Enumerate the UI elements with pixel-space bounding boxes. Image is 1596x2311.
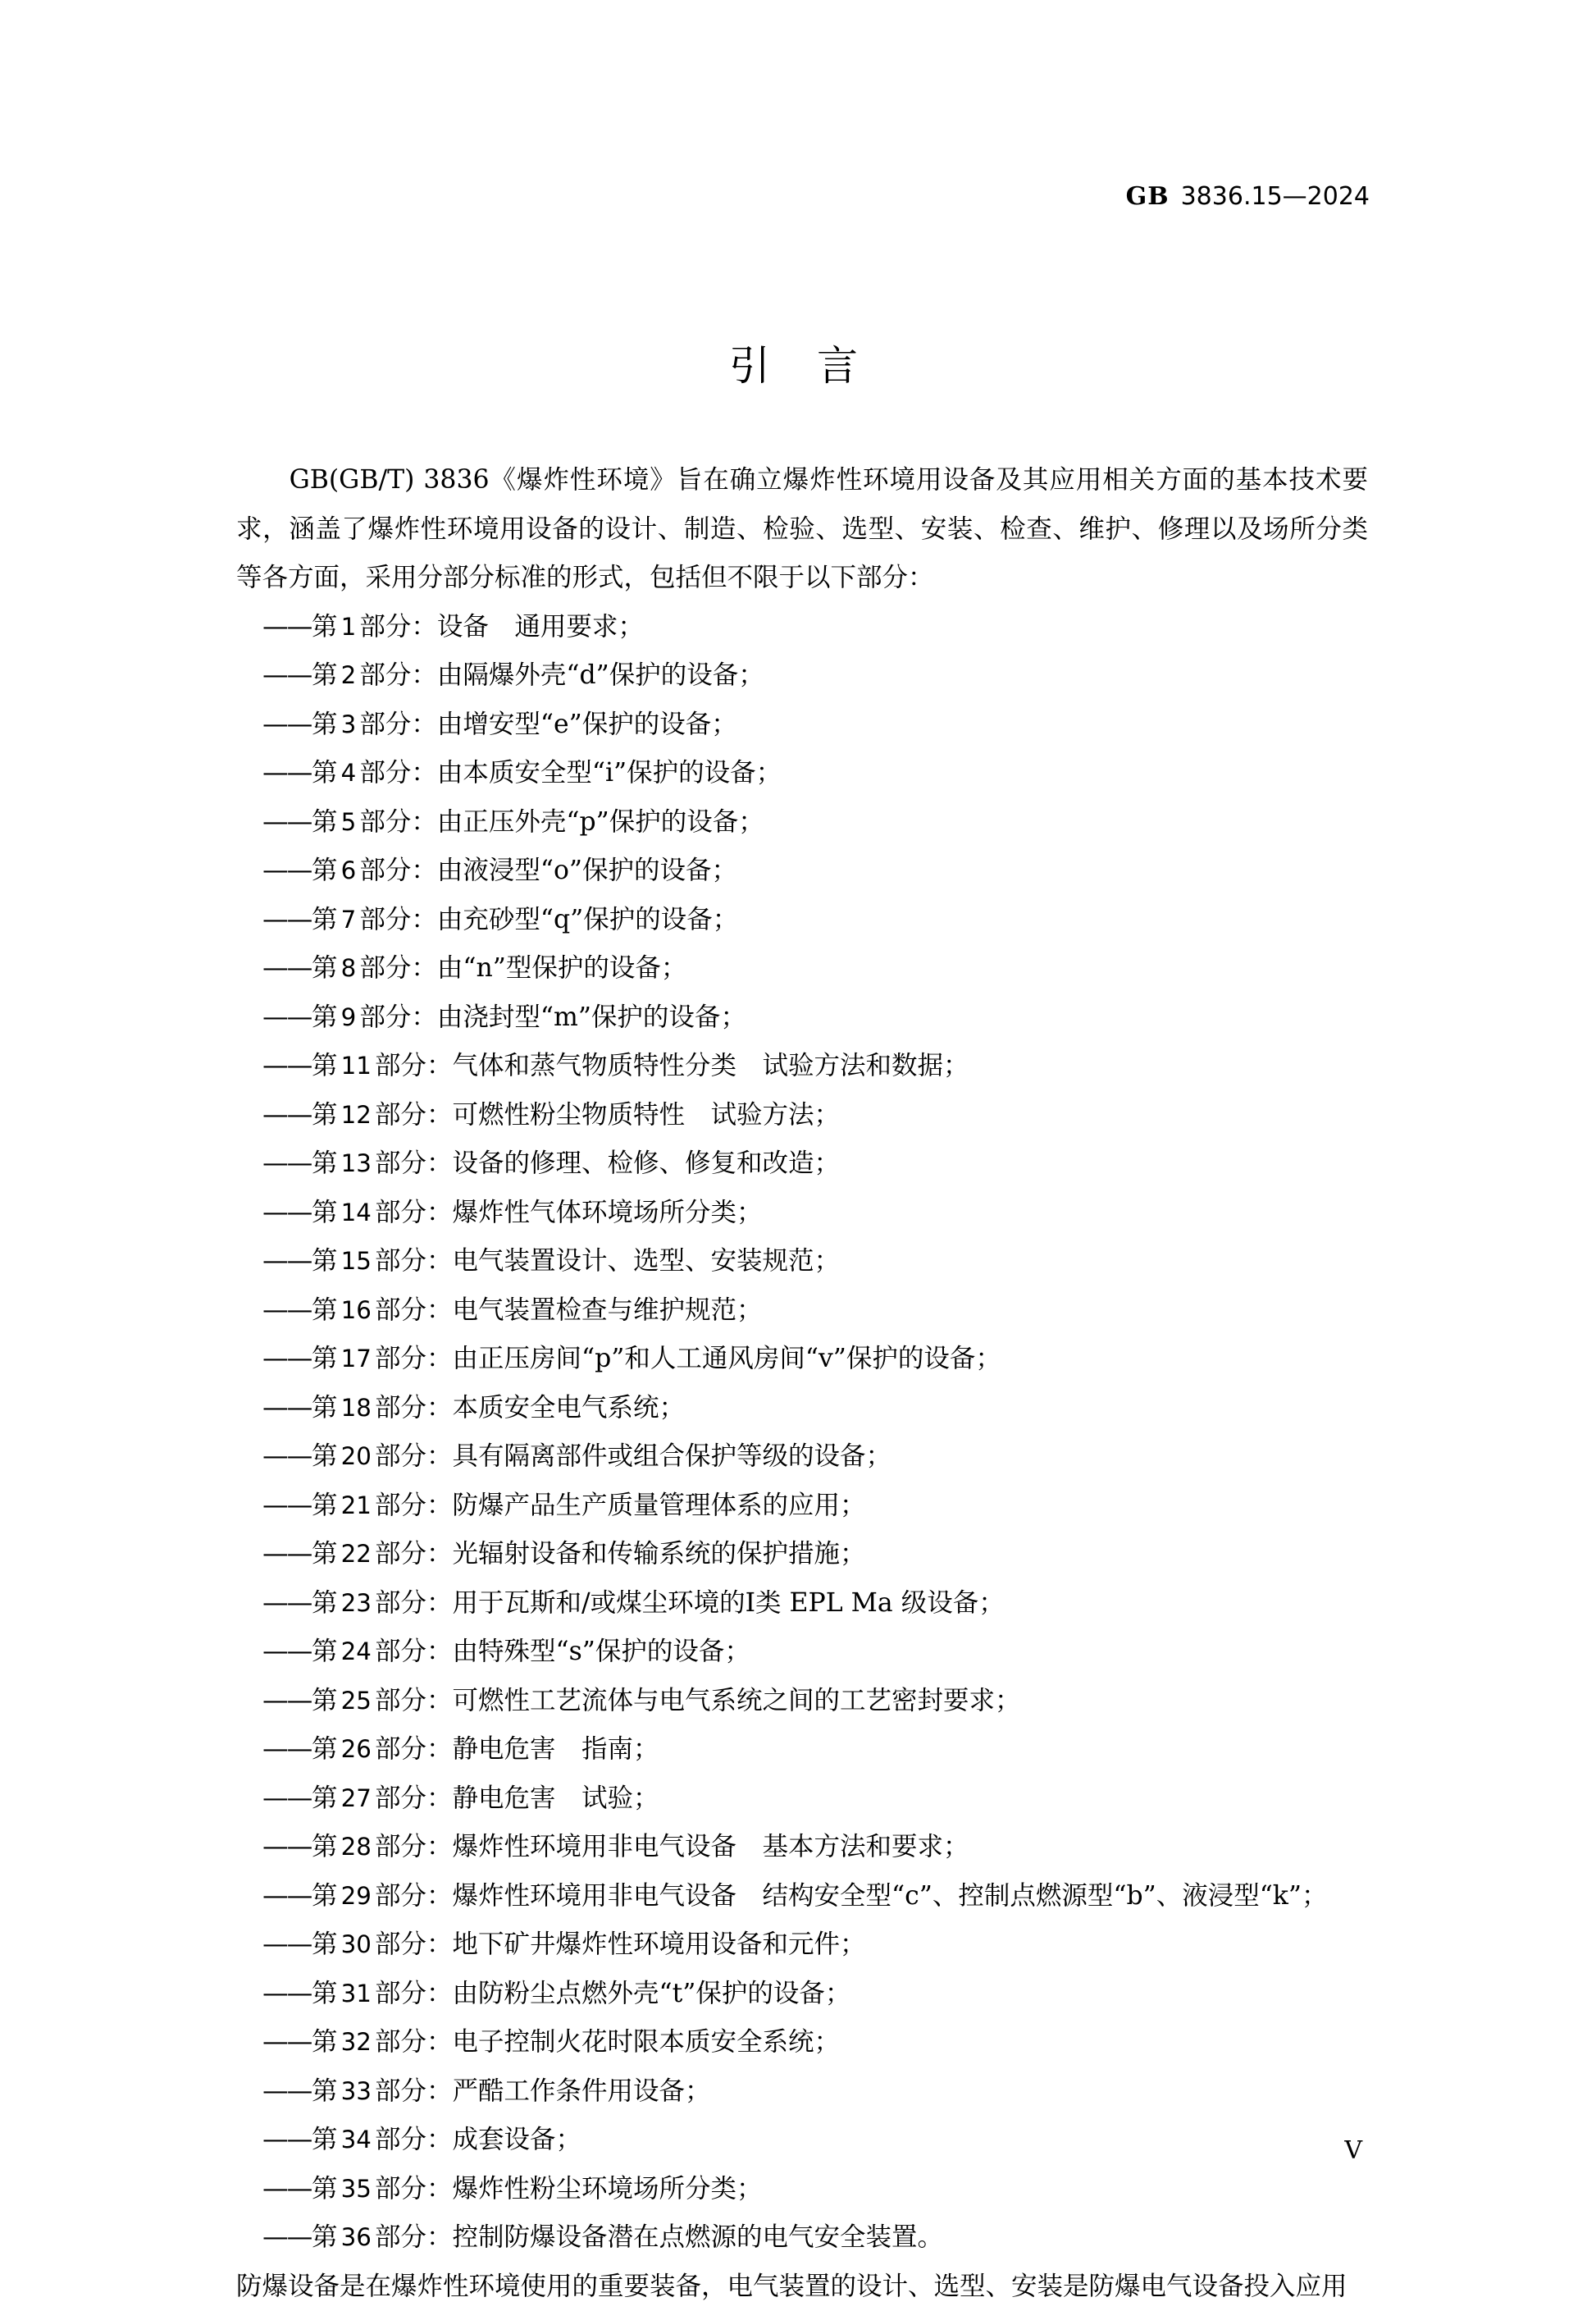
part-number: 18 <box>338 1394 375 1422</box>
part-title: 由增安型“e”保护的设备； <box>437 710 737 739</box>
part-label-suffix: 部分 <box>375 2125 426 2154</box>
part-separator: ： <box>426 1783 453 1813</box>
part-separator: ： <box>411 612 437 642</box>
part-number: 8 <box>338 954 360 982</box>
part-number: 27 <box>338 1784 375 1812</box>
part-number: 6 <box>338 856 360 884</box>
part-label-prefix: 第 <box>312 1734 338 1764</box>
part-number: 33 <box>338 2077 375 2105</box>
part-label-suffix: 部分 <box>375 1393 426 1423</box>
list-item <box>236 2165 1368 2214</box>
list-item <box>236 944 1368 993</box>
part-label-prefix: 第 <box>312 758 338 788</box>
part-label-prefix: 第 <box>312 1149 338 1178</box>
em-dash-marker: —— <box>262 1335 311 1384</box>
part-label-prefix: 第 <box>312 1686 338 1715</box>
em-dash-marker: —— <box>262 1091 311 1140</box>
part-title: 设备 通用要求； <box>437 612 644 642</box>
em-dash-marker: —— <box>262 1237 311 1286</box>
part-separator: ： <box>411 807 437 837</box>
list-item <box>236 1286 1368 1336</box>
part-separator: ： <box>426 2174 453 2204</box>
part-label-prefix: 第 <box>312 1051 338 1080</box>
part-title: 由正压房间“p”和人工通风房间“v”保护的设备； <box>452 1344 1001 1373</box>
em-dash-marker: —— <box>262 1286 311 1336</box>
part-label-suffix: 部分 <box>375 1491 426 1520</box>
part-label-prefix: 第 <box>312 710 338 739</box>
em-dash-marker: —— <box>262 1530 311 1579</box>
part-label-prefix: 第 <box>312 2027 338 2057</box>
em-dash-marker: —— <box>262 2116 311 2165</box>
list-item <box>236 1628 1368 1677</box>
part-label-suffix: 部分 <box>375 1051 426 1080</box>
list-item <box>236 701 1368 750</box>
list-item <box>236 798 1368 847</box>
part-label-prefix: 第 <box>312 660 338 690</box>
part-title: 电气装置检查与维护规范； <box>452 1295 762 1325</box>
part-number: 21 <box>338 1491 375 1519</box>
part-title: 爆炸性粉尘环境场所分类； <box>452 2174 762 2204</box>
part-label-suffix: 部分 <box>359 905 411 934</box>
part-label-prefix: 第 <box>312 1441 338 1471</box>
title-char-first: 引 <box>729 342 779 390</box>
list-item <box>236 2213 1368 2263</box>
part-number: 32 <box>338 2028 375 2056</box>
part-label-prefix: 第 <box>312 1246 338 1276</box>
part-label-prefix: 第 <box>312 1637 338 1666</box>
part-title: 严酷工作条件用设备； <box>452 2076 710 2106</box>
part-separator: ： <box>426 2125 453 2154</box>
part-label-prefix: 第 <box>312 1588 338 1618</box>
part-label-prefix: 第 <box>312 1832 338 1861</box>
part-separator: ： <box>426 1295 453 1325</box>
em-dash-marker: —— <box>262 1042 311 1091</box>
part-label-suffix: 部分 <box>359 953 411 983</box>
part-label-suffix: 部分 <box>375 2027 426 2057</box>
part-separator: ： <box>426 1051 453 1080</box>
part-separator: ： <box>426 2027 453 2057</box>
part-label-suffix: 部分 <box>375 1149 426 1178</box>
part-label-prefix: 第 <box>312 2174 338 2204</box>
part-number: 4 <box>338 759 360 787</box>
part-label-prefix: 第 <box>312 2125 338 2154</box>
part-label-suffix: 部分 <box>359 807 411 837</box>
page-number: Ⅴ <box>0 2136 1362 2165</box>
part-label-prefix: 第 <box>312 905 338 934</box>
list-item <box>236 1774 1368 1824</box>
part-separator: ： <box>411 953 437 983</box>
page-title <box>0 344 1596 389</box>
list-item <box>236 1872 1368 1921</box>
part-label-prefix: 第 <box>312 1783 338 1813</box>
part-title: 静电危害 指南； <box>452 1734 659 1764</box>
part-separator: ： <box>426 1491 453 1520</box>
part-separator: ： <box>426 1832 453 1861</box>
list-item <box>236 2018 1368 2067</box>
list-item <box>236 1384 1368 1433</box>
part-separator: ： <box>426 1393 453 1423</box>
em-dash-marker: —— <box>262 847 311 896</box>
em-dash-marker: —— <box>262 993 311 1043</box>
part-number: 22 <box>338 1540 375 1568</box>
part-label-suffix: 部分 <box>375 2174 426 2204</box>
part-title: 本质安全电气系统； <box>452 1393 685 1423</box>
part-label-suffix: 部分 <box>375 2222 426 2252</box>
em-dash-marker: —— <box>262 651 311 701</box>
part-title: 由防粉尘点燃外壳“t”保护的设备； <box>452 1979 850 2008</box>
part-label-suffix: 部分 <box>375 1344 426 1373</box>
part-title: 由“n”型保护的设备； <box>437 953 687 983</box>
part-title: 气体和蒸气物质特性分类 试验方法和数据； <box>452 1051 969 1080</box>
list-item <box>236 1482 1368 1531</box>
em-dash-marker: —— <box>262 1774 311 1824</box>
part-number: 1 <box>338 613 360 641</box>
em-dash-marker: —— <box>262 1921 311 1970</box>
part-separator: ： <box>411 660 437 690</box>
part-separator: ： <box>426 1881 453 1911</box>
part-number: 20 <box>338 1442 375 1470</box>
part-label-prefix: 第 <box>312 2076 338 2106</box>
em-dash-marker: —— <box>262 749 311 798</box>
part-title: 由正压外壳“p”保护的设备； <box>437 807 764 837</box>
body-column <box>236 456 1368 2311</box>
part-title: 由特殊型“s”保护的设备； <box>452 1637 750 1666</box>
part-title: 光辐射设备和传输系统的保护措施； <box>452 1539 865 1569</box>
part-label-suffix: 部分 <box>375 2076 426 2106</box>
part-label-prefix: 第 <box>312 1393 338 1423</box>
part-label-prefix: 第 <box>312 1930 338 1959</box>
part-separator: ： <box>426 1979 453 2008</box>
part-number: 23 <box>338 1589 375 1617</box>
part-number: 15 <box>338 1247 375 1275</box>
part-label-suffix: 部分 <box>375 1539 426 1569</box>
part-title: 由隔爆外壳“d”保护的设备； <box>437 660 764 690</box>
part-separator: ： <box>426 1686 453 1715</box>
part-number: 30 <box>338 1930 375 1958</box>
part-number: 34 <box>338 2126 375 2153</box>
list-item <box>236 1091 1368 1140</box>
part-label-suffix: 部分 <box>375 1734 426 1764</box>
part-label-prefix: 第 <box>312 953 338 983</box>
em-dash-marker: —— <box>262 2067 311 2117</box>
part-separator: ： <box>426 2222 453 2252</box>
list-item <box>236 1140 1368 1189</box>
part-title: 由本质安全型“i”保护的设备； <box>437 758 782 788</box>
part-number: 7 <box>338 906 360 934</box>
em-dash-marker: —— <box>262 896 311 945</box>
part-label-suffix: 部分 <box>375 1686 426 1715</box>
part-separator: ： <box>426 1344 453 1373</box>
part-number: 16 <box>338 1296 375 1324</box>
part-number: 35 <box>338 2175 375 2203</box>
list-item <box>236 1677 1368 1726</box>
em-dash-marker: —— <box>262 798 311 847</box>
part-label-prefix: 第 <box>312 1002 338 1032</box>
list-item <box>236 993 1368 1043</box>
part-title: 设备的修理、检修、修复和改造； <box>452 1149 840 1178</box>
list-item <box>236 1335 1368 1384</box>
part-separator: ： <box>426 1637 453 1666</box>
em-dash-marker: —— <box>262 1677 311 1726</box>
part-number: 9 <box>338 1003 360 1031</box>
part-number: 28 <box>338 1833 375 1861</box>
intro-paragraph: GB(GB/T) 3836《爆炸性环境》旨在确立爆炸性环境用设备及其应用相关方面的基本技术要求，涵盖了爆炸性环境用设备的设计、制造、检验、选型、安装、检查、维护、修理以及场所分类等各方面，采用分部分标准的形式，包括但不限于以下部分： <box>236 456 1368 603</box>
list-item <box>236 847 1368 896</box>
part-separator: ： <box>411 758 437 788</box>
list-item <box>236 1237 1368 1286</box>
em-dash-marker: —— <box>262 1432 311 1482</box>
part-label-prefix: 第 <box>312 2222 338 2252</box>
part-separator: ： <box>426 1149 453 1178</box>
part-number: 11 <box>338 1052 375 1080</box>
part-title: 电气装置设计、选型、安装规范； <box>452 1246 840 1276</box>
standard-prefix: GB <box>1126 182 1170 211</box>
part-label-suffix: 部分 <box>375 1441 426 1471</box>
list-item <box>236 1579 1368 1628</box>
part-label-prefix: 第 <box>312 1881 338 1911</box>
part-label-prefix: 第 <box>312 1344 338 1373</box>
part-label-prefix: 第 <box>312 1979 338 2008</box>
part-title: 可燃性粉尘物质特性 试验方法； <box>452 1100 840 1130</box>
list-item <box>236 1530 1368 1579</box>
part-separator: ： <box>426 1539 453 1569</box>
part-label-prefix: 第 <box>312 1539 338 1569</box>
em-dash-marker: —— <box>262 2165 311 2214</box>
closing-paragraph: 防爆设备是在爆炸性环境使用的重要装备，电气装置的设计、选型、安装是防爆电气设备投入应用 <box>236 2263 1368 2311</box>
part-number: 36 <box>338 2223 375 2251</box>
part-number: 13 <box>338 1149 375 1177</box>
part-label-suffix: 部分 <box>375 1881 426 1911</box>
em-dash-marker: —— <box>262 1482 311 1531</box>
part-separator: ： <box>426 1441 453 1471</box>
part-number: 25 <box>338 1687 375 1715</box>
part-separator: ： <box>411 710 437 739</box>
em-dash-marker: —— <box>262 603 311 652</box>
part-number: 29 <box>338 1882 375 1910</box>
part-label-suffix: 部分 <box>375 1588 426 1618</box>
part-title: 防爆产品生产质量管理体系的应用； <box>452 1491 865 1520</box>
part-title: 爆炸性气体环境场所分类； <box>452 1198 762 1227</box>
part-label-prefix: 第 <box>312 612 338 642</box>
part-separator: ： <box>411 1002 437 1032</box>
part-label-suffix: 部分 <box>359 612 411 642</box>
list-item <box>236 651 1368 701</box>
list-item <box>236 1725 1368 1774</box>
part-label-suffix: 部分 <box>375 1295 426 1325</box>
part-label-suffix: 部分 <box>375 1930 426 1959</box>
part-separator: ： <box>426 1930 453 1959</box>
em-dash-marker: —— <box>262 944 311 993</box>
part-title: 电子控制火花时限本质安全系统； <box>452 2027 840 2057</box>
part-label-suffix: 部分 <box>359 1002 411 1032</box>
em-dash-marker: —— <box>262 2213 311 2263</box>
part-title: 控制防爆设备潜在点燃源的电气安全装置。 <box>452 2222 943 2252</box>
part-title: 由充砂型“q”保护的设备； <box>437 905 738 934</box>
part-title: 由浇封型“m”保护的设备； <box>437 1002 746 1032</box>
em-dash-marker: —— <box>262 701 311 750</box>
list-item <box>236 1823 1368 1872</box>
part-label-suffix: 部分 <box>375 1246 426 1276</box>
part-label-prefix: 第 <box>312 1295 338 1325</box>
standard-number: 3836.15—2024 <box>1181 182 1370 211</box>
part-title: 用于瓦斯和/或煤尘环境的Ⅰ类 EPL Ma 级设备； <box>452 1588 1004 1618</box>
part-number: 24 <box>338 1637 375 1665</box>
list-item <box>236 1042 1368 1091</box>
part-separator: ： <box>426 1100 453 1130</box>
list-item <box>236 1921 1368 1970</box>
part-title: 成套设备； <box>452 2125 581 2154</box>
part-label-suffix: 部分 <box>359 710 411 739</box>
em-dash-marker: —— <box>262 1872 311 1921</box>
list-item <box>236 896 1368 945</box>
part-number: 3 <box>338 710 360 738</box>
part-separator: ： <box>426 1734 453 1764</box>
em-dash-marker: —— <box>262 1628 311 1677</box>
em-dash-marker: —— <box>262 1970 311 2019</box>
part-separator: ： <box>426 1588 453 1618</box>
part-title: 可燃性工艺流体与电气系统之间的工艺密封要求； <box>452 1686 1020 1715</box>
part-separator: ： <box>426 2076 453 2106</box>
list-item <box>236 749 1368 798</box>
part-number: 12 <box>338 1101 375 1129</box>
part-label-prefix: 第 <box>312 856 338 885</box>
part-label-suffix: 部分 <box>375 1979 426 2008</box>
list-item <box>236 1432 1368 1482</box>
part-title: 爆炸性环境用非电气设备 结构安全型“c”、控制点燃源型“b”、液浸型“k”； <box>452 1881 1327 1911</box>
em-dash-marker: —— <box>262 1189 311 1238</box>
title-char-second: 言 <box>817 342 867 390</box>
part-title: 由液浸型“o”保护的设备； <box>437 856 737 885</box>
part-label-prefix: 第 <box>312 1100 338 1130</box>
em-dash-marker: —— <box>262 1823 311 1872</box>
part-separator: ： <box>426 1246 453 1276</box>
running-header <box>0 182 1370 211</box>
list-item <box>236 603 1368 652</box>
em-dash-marker: —— <box>262 1579 311 1628</box>
part-title: 静电危害 试验； <box>452 1783 659 1813</box>
part-title: 地下矿井爆炸性环境用设备和元件； <box>452 1930 865 1959</box>
part-label-suffix: 部分 <box>375 1198 426 1227</box>
em-dash-marker: —— <box>262 1384 311 1433</box>
part-label-suffix: 部分 <box>359 758 411 788</box>
part-separator: ： <box>426 1198 453 1227</box>
part-number: 17 <box>338 1345 375 1372</box>
part-label-suffix: 部分 <box>359 856 411 885</box>
part-separator: ： <box>411 856 437 885</box>
em-dash-marker: —— <box>262 1140 311 1189</box>
part-label-suffix: 部分 <box>375 1783 426 1813</box>
em-dash-marker: —— <box>262 1725 311 1774</box>
part-label-prefix: 第 <box>312 1198 338 1227</box>
part-label-suffix: 部分 <box>375 1100 426 1130</box>
part-title: 爆炸性环境用非电气设备 基本方法和要求； <box>452 1832 969 1861</box>
parts-list <box>236 603 1368 2263</box>
part-label-suffix: 部分 <box>375 1637 426 1666</box>
part-label-suffix: 部分 <box>375 1832 426 1861</box>
part-number: 31 <box>338 1980 375 2007</box>
part-number: 5 <box>338 808 360 836</box>
part-label-suffix: 部分 <box>359 660 411 690</box>
part-label-prefix: 第 <box>312 1491 338 1520</box>
part-label-prefix: 第 <box>312 807 338 837</box>
part-title: 具有隔离部件或组合保护等级的设备； <box>452 1441 891 1471</box>
list-item <box>236 1970 1368 2019</box>
list-item <box>236 2067 1368 2117</box>
part-separator: ： <box>411 905 437 934</box>
list-item <box>236 1189 1368 1238</box>
part-number: 26 <box>338 1735 375 1763</box>
em-dash-marker: —— <box>262 2018 311 2067</box>
part-number: 2 <box>338 661 360 689</box>
part-number: 14 <box>338 1199 375 1226</box>
